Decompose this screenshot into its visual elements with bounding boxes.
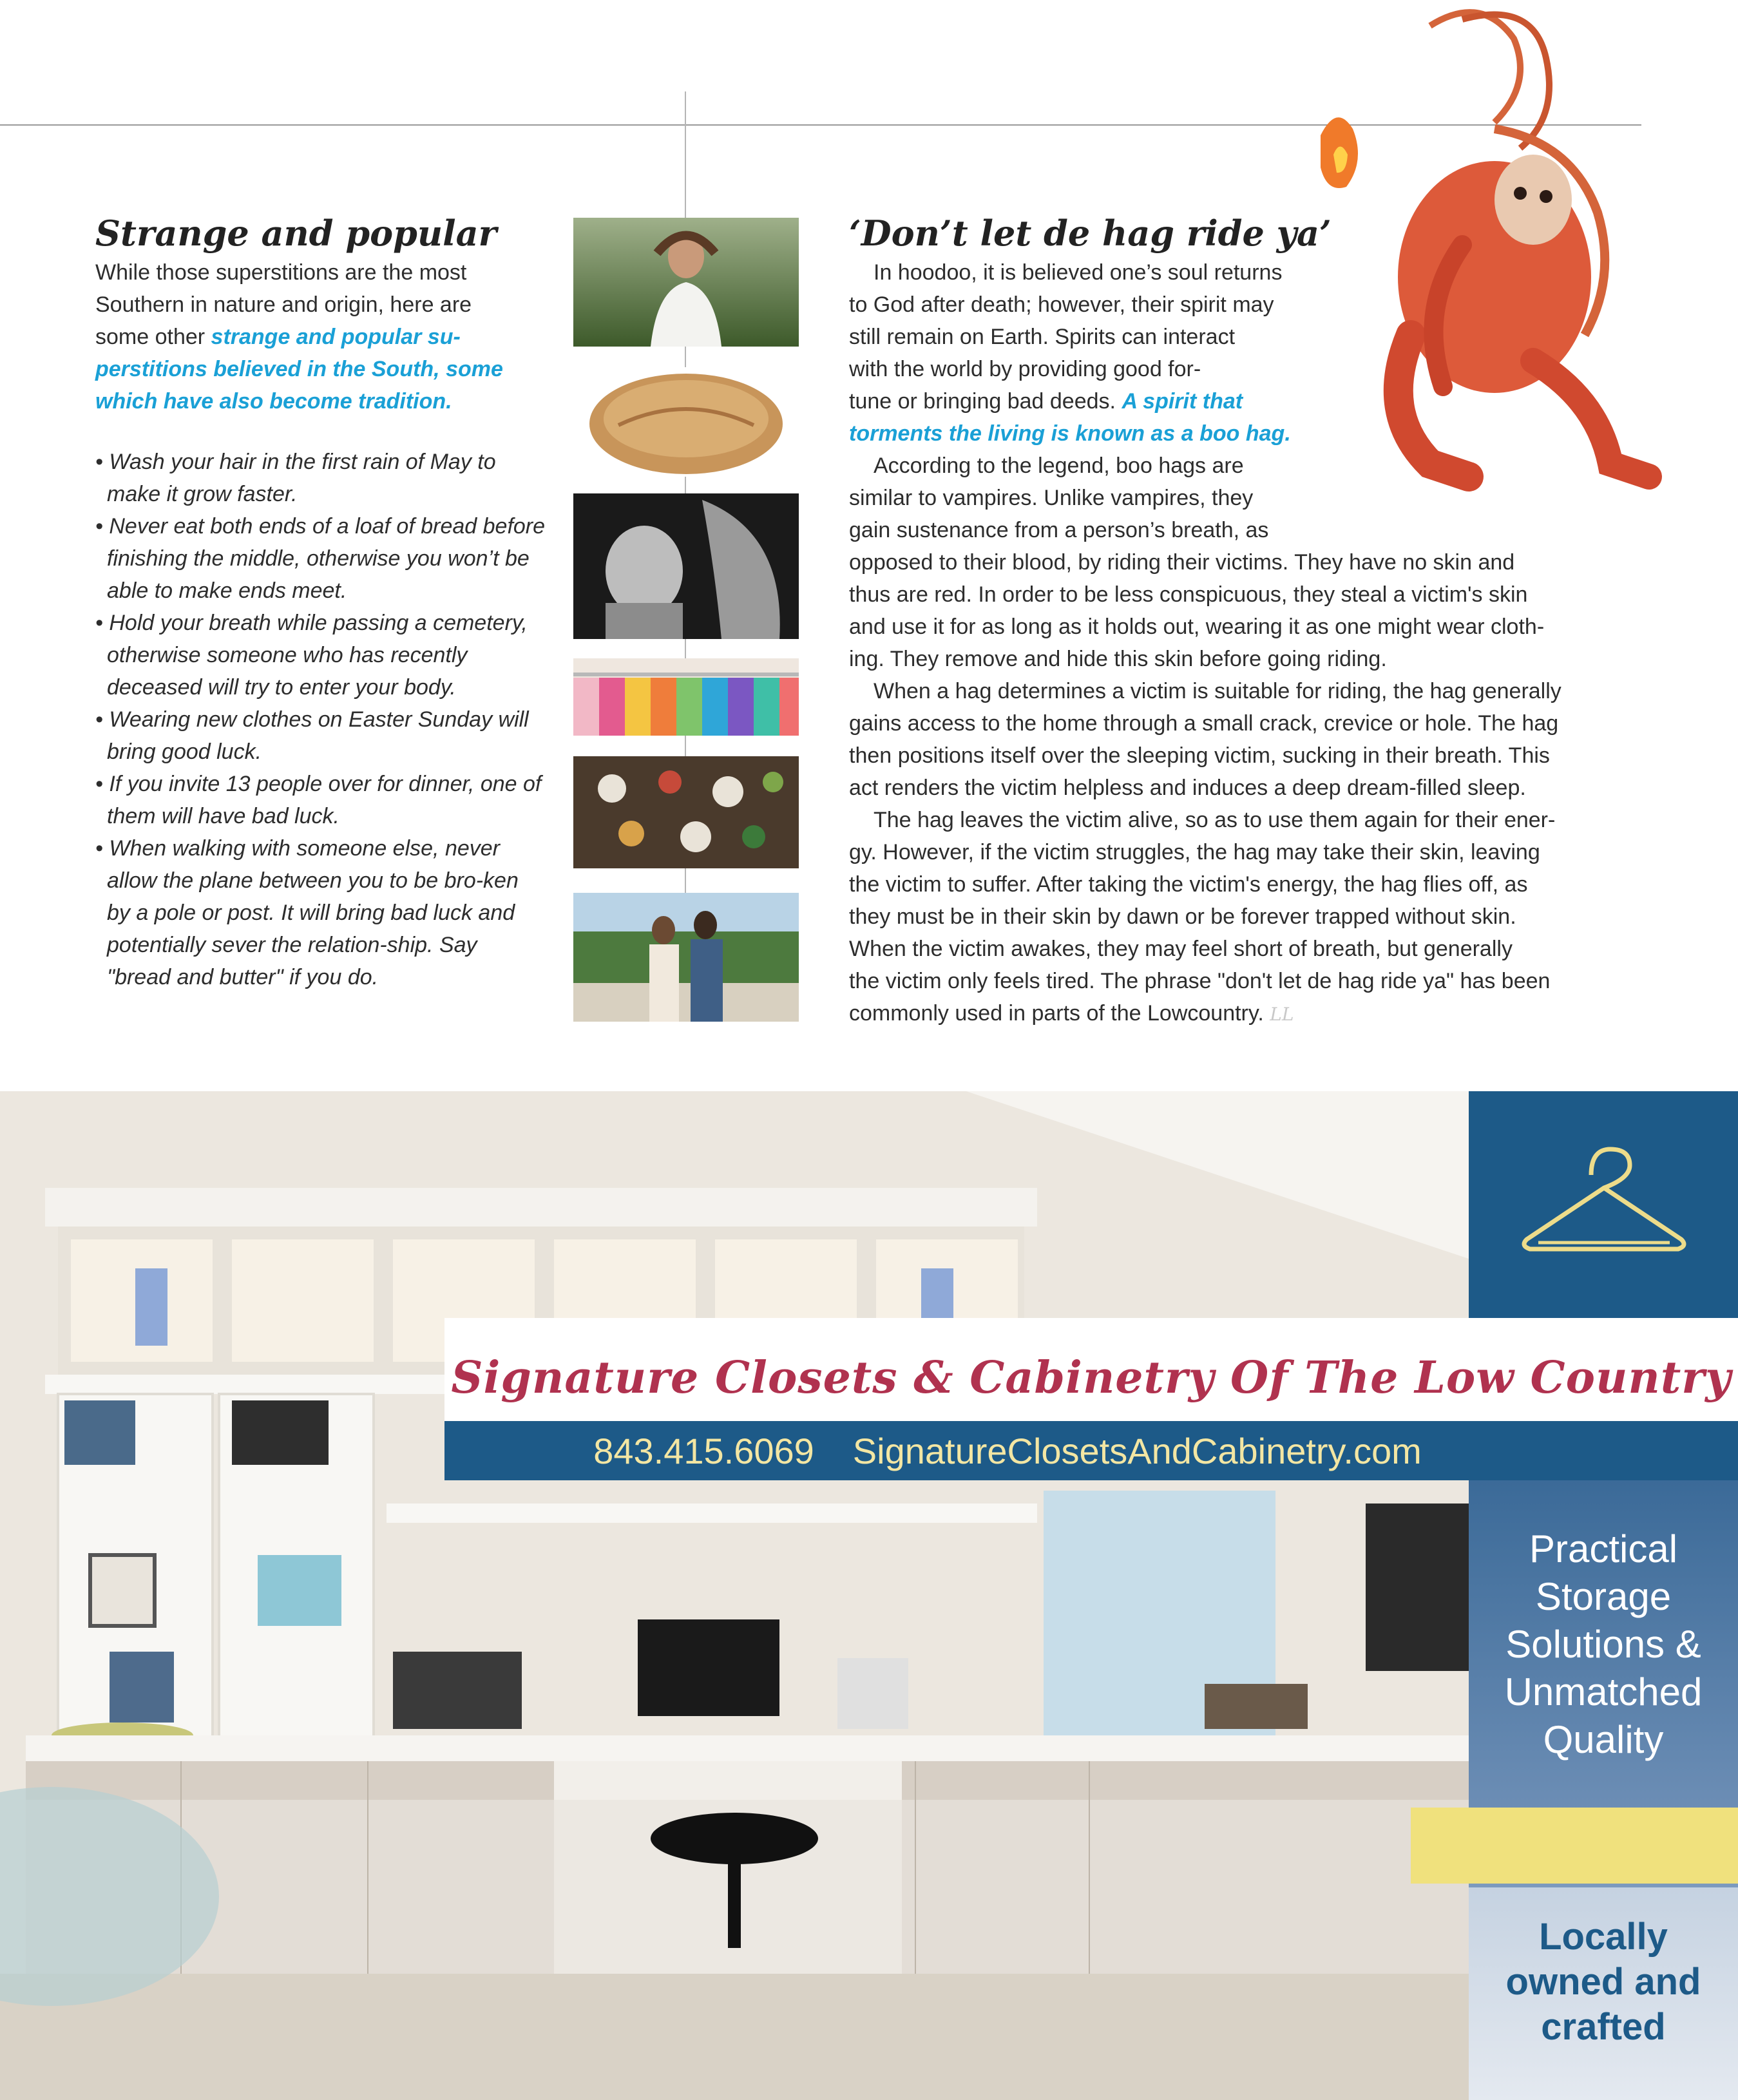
list-item: • Hold your breath while passing a cemetery, otherwise someone who has recently deceased will try to enter your body. [95,611,528,700]
right-text-line: act renders the victim helpless and induces a deep dream-filled sleep. [849,776,1526,800]
left-intro-line: some other strange and popular su- [95,325,461,349]
list-item: • Never eat both ends of a loaf of bread before finishing the middle, otherwise you won’t be able to make ends meet. [95,514,546,603]
right-article [849,213,1648,1031]
list-item: • Wearing new clothes on Easter Sunday will bring good luck. [95,707,529,764]
right-text-line: the victim only feels tired. The phrase "don't let de hag ride ya" has been [849,969,1551,993]
local-tag-line: owned and [1505,1961,1701,2003]
ad-yellow-bar [1411,1808,1738,1884]
photo-clothes-rack [573,658,799,736]
list-item: • If you invite 13 people over for dinner, one of them will have bad luck. [95,772,542,828]
right-text-line: gy. However, if the victim struggles, the hag may take their skin, leaving [849,840,1540,864]
right-text-line: to God after death; however, their spirit may [849,292,1274,317]
right-text-line: the victim to suffer. After taking the victim's energy, the hag flies off, as [849,872,1528,897]
right-article-heading: ‘Don’t let de hag ride ya’ [849,213,1332,254]
right-text-line: opposed to their blood, by riding their victims. They have no skin and [849,550,1515,575]
tagline-line: Storage [1535,1575,1672,1618]
ad-title-band [444,1318,1738,1438]
tagline-line: Solutions & [1505,1623,1701,1666]
right-text-line: gain sustenance from a person’s breath, as [849,518,1269,542]
ad-website: SignatureClosetsAndCabinetry.com [852,1430,1422,1471]
right-text-line: similar to vampires. Unlike vampires, they [849,486,1254,510]
photo-couple-walking [573,893,799,1022]
right-text-line: According to the legend, boo hags are [874,453,1244,478]
photo-bread-loaf [573,367,799,477]
left-intro-highlight: perstitions believed in the South, some [95,357,503,381]
right-text-line: still remain on Earth. Spirits can interact [849,325,1236,349]
right-text-line: commonly used in parts of the Lowcountry. LL [849,1001,1294,1026]
left-intro-line: Southern in nature and origin, here are [95,292,472,317]
superstition-list [95,446,546,993]
right-text-line: ing. They remove and hide this skin before going riding. [849,647,1387,671]
ad-phone: 843.415.6069 [593,1430,814,1471]
left-intro-line: While those superstitions are the most [95,260,467,285]
right-highlight: torments the living is known as a boo hag. [849,421,1291,446]
tagline-line: Unmatched [1504,1670,1703,1713]
tagline-line: Practical [1529,1527,1678,1570]
right-text-line: When the victim awakes, they may feel short of breath, but generally [849,937,1513,961]
right-highlight: A spirit that [1122,389,1243,414]
right-text-line: tune or bringing bad deeds. A spirit that [849,389,1243,414]
local-tag-line: crafted [1541,2006,1666,2048]
ad-tagline [1469,1525,1738,1764]
ad-logo-box [1469,1091,1738,1318]
ad-contact-band [444,1421,1738,1480]
right-text-line: with the world by providing good for- [849,357,1201,381]
right-text-line: The hag leaves the victim alive, so as to use them again for their ener- [874,808,1556,832]
local-tag-line: Locally [1539,1916,1668,1958]
right-text-line: they must be in their skin by dawn or be forever trapped without skin. [849,904,1516,929]
left-article-heading: Strange and popular [95,213,497,254]
closet-advertisement [0,1091,1738,2100]
hanger-icon [1469,1091,1738,1318]
photo-dinner-table [573,756,799,868]
ad-local-tag [1469,1914,1738,2050]
photo-woman-rain [573,218,799,347]
right-text-line: gains access to the home through a small crack, crevice or hole. The hag [849,711,1559,736]
right-text-line: then positions itself over the sleeping victim, sucking in their breath. This [849,743,1550,768]
right-text-line: In hoodoo, it is believed one’s soul returns [874,260,1283,285]
photo-cemetery-angel [573,493,799,639]
right-text-line: thus are red. In order to be less conspicuous, they steal a victim's skin [849,582,1528,607]
left-intro-highlight: strange and popular su- [211,325,461,349]
ad-photo-office-cabinetry [0,1091,1469,2100]
list-item: • Wash your hair in the first rain of May to make it grow faster. [95,450,496,506]
author-initials: LL [1270,1004,1294,1025]
list-item: • When walking with someone else, never allow the plane between you to be bro-ken by a pole or post. It will bring bad luck and potentially sever the relation-ship. Say "bread and butter" if you do. [95,836,519,989]
right-text-line: When a hag determines a victim is suitable for riding, the hag generally [874,679,1561,703]
tagline-line: Quality [1543,1718,1664,1761]
left-intro-highlight: which have also become tradition. [95,389,452,414]
right-text-line: and use it for as long as it holds out, wearing it as one might wear cloth- [849,615,1545,639]
left-article [95,213,546,993]
ad-company-name: Signature Closets & Cabinetry Of The Low Country [451,1352,1732,1404]
